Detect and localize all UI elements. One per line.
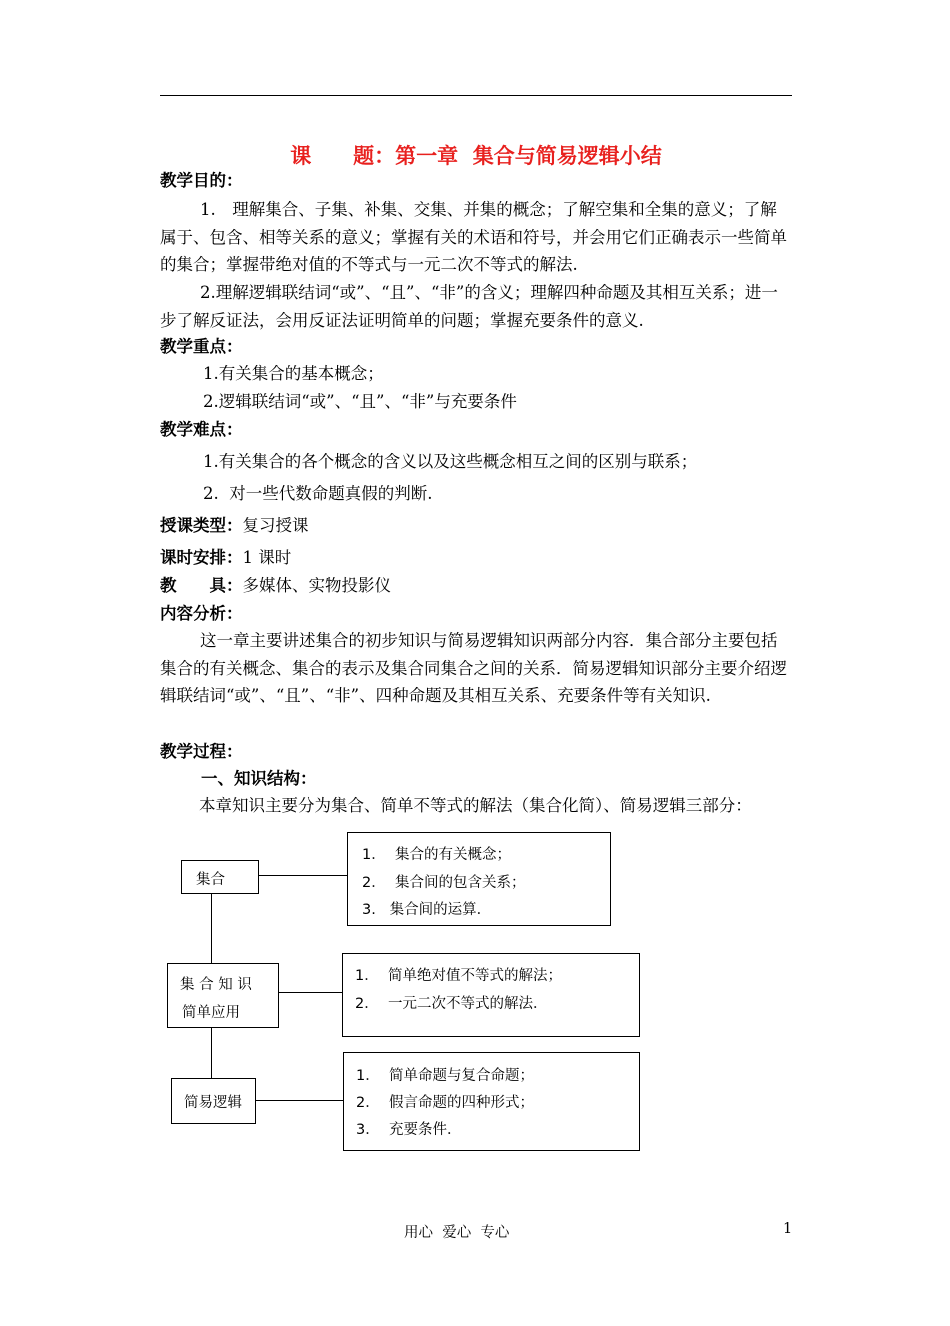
- section-knowledge-structure: 一、知识结构：: [201, 769, 317, 788]
- analysis-text: 这一章主要讲述集合的初步知识与简易逻辑知识两部分内容．集合部分主要包括集合的有关概念、集合的表示及集合同集合之间的关系．简易逻辑知识部分主要介绍逻辑联结词“或”、“且”、“非”、四种命题及其相互关系、充要条件等有关知识.: [160, 631, 787, 705]
- tools-value: 多媒体、实物投影仪: [242, 576, 391, 595]
- schedule-label: 课时安排：: [160, 548, 243, 567]
- goal-item-1: [160, 196, 792, 279]
- document-title: 课 题：第一章 集合与简易逻辑小结: [290, 143, 662, 168]
- footer-slogan: 用心 爱心 专心: [404, 1225, 510, 1241]
- node-logic-label: 简易逻辑: [184, 1095, 242, 1111]
- node-set-application: [167, 963, 279, 1028]
- page-number: 1: [783, 1221, 793, 1237]
- set-concepts-box: [347, 832, 611, 926]
- key-points-heading: 教学重点：: [160, 337, 243, 356]
- node-set: [181, 860, 259, 894]
- difficulty-1: 1.有关集合的各个概念的含义以及这些概念相互之间的区别与联系；: [203, 452, 698, 471]
- lesson-type: [160, 516, 309, 536]
- set-item-1: 1． 集合的有关概念；: [362, 847, 511, 863]
- analysis-heading: 内容分析：: [160, 604, 243, 623]
- set-item-3: 3. 集合间的运算．: [362, 902, 492, 918]
- inequalities-box: [342, 953, 640, 1037]
- logic-box: [343, 1052, 640, 1151]
- goal-item-2-text: 2.理解逻辑联结词“或”、“且”、“非”的含义；理解四种命题及其相互关系；进一步了解反证法，会用反证法证明简单的问题；掌握充要条件的意义.: [160, 283, 778, 330]
- connector-vertical-top: [211, 893, 212, 963]
- app-item-2: 2． 一元二次不等式的解法．: [355, 996, 548, 1012]
- logic-item-1: 1． 简单命题与复合命题；: [356, 1068, 534, 1084]
- app-item-1: 1． 简单绝对值不等式的解法；: [355, 968, 562, 984]
- goal-item-1-text: 1. 理解集合、子集、补集、交集、并集的概念；了解空集和全集的意义；了解属于、包含、相等关系的意义；掌握有关的术语和符号，并会用它们正确表示一些简单的集合；掌握带绝对值的不等式与一元二次不等式的解法.: [160, 200, 787, 274]
- difficulties-heading: 教学难点：: [160, 420, 243, 439]
- connector-logic-to-list: [255, 1100, 343, 1101]
- node-app-line1: 集 合 知 识: [180, 977, 252, 993]
- goal-item-2: [160, 279, 792, 334]
- node-set-label: 集合: [196, 872, 225, 888]
- process-heading: 教学过程：: [160, 742, 243, 761]
- difficulty-2: 2. 对一些代数命题真假的判断.: [203, 484, 433, 503]
- key-point-2: 2.逻辑联结词“或”、“且”、“非”与充要条件: [203, 392, 517, 411]
- key-point-1: 1.有关集合的基本概念；: [203, 364, 384, 383]
- lesson-type-label: 授课类型：: [160, 516, 243, 535]
- connector-set-to-list: [258, 875, 347, 876]
- logic-item-3: 3． 充要条件．: [356, 1122, 462, 1138]
- header-rule: [160, 95, 792, 96]
- lesson-type-value: 复习授课: [242, 516, 309, 535]
- connector-vertical-bottom: [211, 1027, 212, 1078]
- set-item-2: 2． 集合间的包含关系；: [362, 875, 526, 891]
- node-simple-logic: [171, 1078, 256, 1124]
- tools: [160, 576, 391, 596]
- goals-heading: 教学目的：: [160, 171, 243, 190]
- analysis-paragraph: [160, 627, 792, 710]
- logic-item-2: 2． 假言命题的四种形式；: [356, 1095, 534, 1111]
- tools-label: 教 具：: [160, 576, 243, 595]
- schedule: [160, 548, 291, 568]
- node-app-line2: 简单应用: [182, 1005, 240, 1021]
- connector-app-to-list: [278, 992, 342, 993]
- schedule-value: 1 课时: [242, 548, 292, 567]
- section-intro: 本章知识主要分为集合、简单不等式的解法（集合化简）、简易逻辑三部分：: [199, 796, 752, 815]
